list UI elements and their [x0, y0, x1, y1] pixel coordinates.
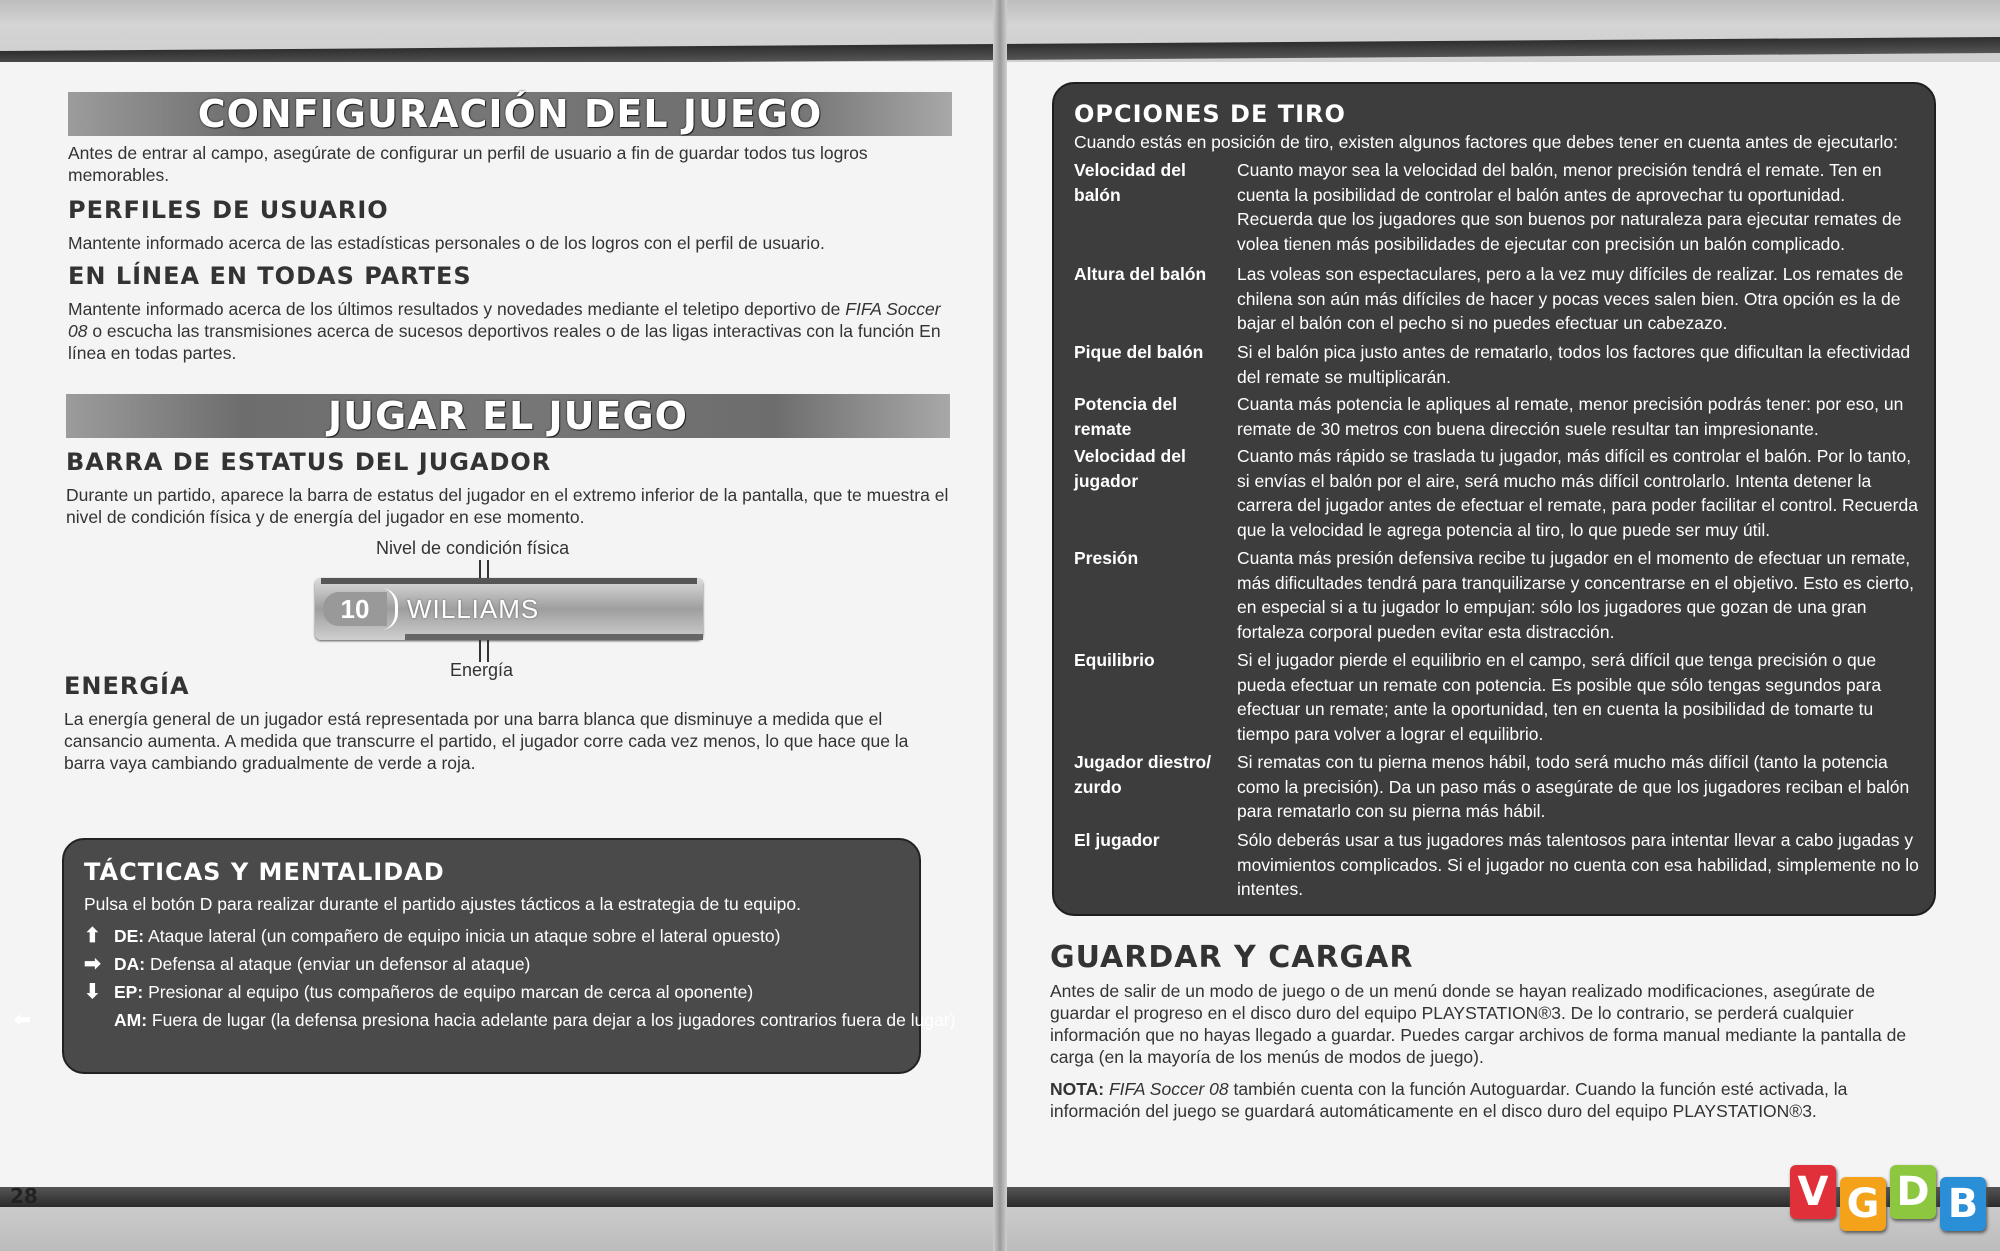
vgdb-logo [1790, 1165, 1990, 1235]
shot-factor-desc: Cuanto mayor sea la velocidad del balón, menor precisión tendrá el remate. Ten en cuenta la posibilidad de controlar el balón antes de aprovechar tu oportunidad. Recuerda que los jugadores que son buenos por naturaleza para ejecutar remates de volea tienen más posibilidades de ejecutar con precisión un balón complicado. [1237, 160, 1902, 254]
logo-tile-d: D [1890, 1165, 1936, 1219]
heading-barra: BARRA DE ESTATUS DEL JUGADOR [66, 448, 552, 476]
nota-label: NOTA: [1050, 1079, 1105, 1099]
tactic-text: Defensa al ataque (enviar un defensor al ataque) [149, 954, 531, 974]
section-title-jugar: JUGAR EL JUEGO [328, 394, 688, 438]
shot-factor-desc: Cuanto más rápido se traslada tu jugador, más difícil es controlar el balón. Por lo tanto, si envías el balón por el aire, será mucho más difícil controlarlo. Intenta detener la carrera del jugador antes de efectuar el remate, para poder facilitar el control. Recuerda que la velocidad le agrega potencia al tiro, lo que puede ser muy útil. [1237, 446, 1918, 540]
shot-factor-desc: Si el jugador pierde el equilibrio en el campo, será difícil que tenga precisión o que pueda efectuar un remate con potencia. Es posible que sólo tengas segundos para efectuar un remate; ante la oportunidad, ten en cuenta la posibilidad de tomarte tu tiempo para volver a lograr el equilibrio. [1237, 650, 1882, 744]
section-title-configuracion: CONFIGURACIÓN DEL JUEGO [197, 92, 823, 136]
shot-factor-label: Equilibrio [1074, 650, 1155, 670]
energy-strip [405, 634, 703, 640]
tick-bottom [479, 640, 489, 662]
perfiles-text: Mantente informado acerca de las estadísticas personales o de los logros con el perfil de usuario. [68, 233, 825, 253]
player-name: WILLIAMS [407, 594, 540, 624]
energia-text: La energía general de un jugador está representada por una barra blanca que disminuye a medida que el cansancio aumenta. A medida que transcurre el partido, el jugador corre cada vez menos, lo que hace que la barra vaya cambiando gradualmente de verde a roja. [64, 709, 909, 773]
barra-text: Durante un partido, aparece la barra de estatus del jugador en el extremo inferior de la pantalla, que te muestra el nivel de condición física y de energía del jugador en ese momento. [66, 485, 949, 527]
shot-factor-desc: Las voleas son espectaculares, pero a la vez muy difíciles de realizar. Los remates de chilena son aún más difíciles de hacer y pocas veces salen bien. Otra opción es la de bajar el balón con el pecho si no puedes efectuar un cabezazo. [1237, 264, 1904, 333]
shot-factor-label: Jugador diestro/ zurdo [1074, 752, 1212, 797]
shot-factor-desc: Cuanta más presión defensiva recibe tu jugador en el momento de efectuar un remate, más dificultades tendrá para tranquilizarse y concentrarse en el objetivo. Esto es cierto, en especial si a tu jugador lo empujan: sólo los jugadores que gozan de una gran fortaleza corporal pueden evitar esta distracción. [1237, 548, 1915, 642]
player-status-bar [315, 578, 703, 640]
tactic-text: Fuera de lugar (la defensa presiona hacia adelante para dejar a los jugadores contrarios fuera de lugar) [151, 1010, 956, 1030]
tactic-text: Presionar al equipo (tus compañeros de equipo marcan de cerca al oponente) [148, 982, 754, 1002]
tactic-key: EP: [114, 982, 144, 1002]
tacticas-intro: Pulsa el botón D para realizar durante el partido ajustes tácticos a la estrategia de tu equipo. [84, 894, 801, 914]
player-separator [381, 588, 398, 630]
en-linea-game-title: FIFA Soccer 08 [68, 299, 941, 341]
tactic-item [14, 1009, 964, 1031]
shot-factor-desc: Cuanta más potencia le apliques al remate, menor precisión podrás tener: por eso, un remate de 30 metros con buena dirección suele resultar tan impresionante. [1237, 394, 1904, 439]
guardar-text: Antes de salir de un modo de juego o de un menú donde se hayan realizado modificaciones, asegúrate de guardar el progreso en el disco duro del equipo PLAYSTATION®3. De lo contrario, se perderá cualquier información que no hayas llegado a guardar. Puedes cargar archivos de forma manual mediante la pantalla de carga (en la mayoría de los menús de modos de juego). [1050, 981, 1907, 1067]
label-energia: Energía [450, 660, 514, 680]
en-linea-text [68, 298, 958, 364]
guardar-nota [1050, 1078, 1900, 1122]
logo-tile-v: V [1790, 1165, 1836, 1219]
book-gutter [993, 0, 1007, 1251]
arrow-down-icon: ⬇ [84, 981, 101, 1003]
page-number: 28 [10, 1184, 38, 1208]
tactic-text: Ataque lateral (un compañero de equipo inicia un ataque sobre el lateral opuesto) [148, 926, 781, 946]
arrow-up-icon: ⬆ [84, 925, 101, 947]
fitness-strip [321, 578, 697, 584]
shot-factor-label: Presión [1074, 548, 1139, 568]
nota-text: también cuenta con la función Autoguardar. Cuando la función esté activada, la información del juego se guardará automáticamente en el disco duro del equipo PLAYSTATION®3. [1050, 1079, 1848, 1121]
opciones-title: OPCIONES DE TIRO [1074, 100, 1346, 128]
tactic-item [84, 926, 894, 947]
shot-factor-label: Velocidad del balón [1074, 160, 1186, 205]
tacticas-box [14, 838, 956, 1074]
arrow-left-icon: ⬅ [14, 1009, 31, 1031]
shot-factor-desc: Sólo deberás usar a tus jugadores más talentosos para intentar llevar a cabo jugadas y movimientos complicados. Si el jugador no cuenta con esa habilidad, simplemente no lo intentes. [1237, 830, 1919, 899]
heading-perfiles: PERFILES DE USUARIO [68, 196, 389, 224]
tactic-key: DA: [114, 954, 146, 974]
section-banner-configuracion [68, 92, 952, 136]
tacticas-title: TÁCTICAS Y MENTALIDAD [84, 858, 445, 886]
configuracion-intro: Antes de entrar al campo, asegúrate de configurar un perfil de usuario a fin de guardar todos tus logros memorables. [68, 143, 868, 185]
heading-en-linea: EN LÍNEA EN TODAS PARTES [68, 262, 472, 290]
shot-factor-label: Potencia del remate [1074, 394, 1178, 439]
arrow-right-icon: ➡ [84, 953, 101, 975]
logo-tile-g: G [1840, 1177, 1886, 1231]
tactic-key: DE: [114, 926, 145, 946]
heading-guardar: GUARDAR Y CARGAR [1050, 940, 1414, 975]
tactic-item [84, 954, 894, 975]
logo-tile-b: B [1940, 1177, 1986, 1231]
nota-game-title: FIFA Soccer 08 [1108, 1079, 1229, 1099]
shot-factor-desc: Si el balón pica justo antes de rematarlo, todos los factores que dificultan la efectividad del remate se multiplicarán. [1237, 342, 1911, 387]
shot-factor-label: El jugador [1074, 830, 1160, 850]
section-banner-jugar [66, 394, 950, 438]
shot-factor-label: Velocidad del jugador [1074, 446, 1186, 491]
shot-factor-desc: Si rematas con tu pierna menos hábil, todo será mucho más difícil (tanto la potencia como la precisión). Da un paso más o asegúrate de que los jugadores reciban el balón para rematarlo con su pierna más hábil. [1237, 752, 1910, 821]
en-linea-text-b: o escucha las transmisiones acerca de sucesos deportivos reales o de las ligas interactivas con la función En línea en todas partes. [68, 321, 941, 363]
heading-energia: ENERGÍA [64, 672, 190, 700]
opciones-intro: Cuando estás en posición de tiro, existen algunos factores que debes tener en cuenta antes de ejecutarlo: [1074, 132, 1899, 152]
shot-factor-label: Altura del balón [1074, 264, 1207, 284]
tactic-item [84, 982, 894, 1003]
tactic-key: AM: [114, 1010, 148, 1030]
shot-factor-label: Pique del balón [1074, 342, 1204, 362]
label-condicion-fisica: Nivel de condición física [376, 538, 570, 558]
player-number: 10 [323, 592, 387, 626]
opciones-de-tiro-box [1052, 82, 1936, 916]
en-linea-text-a: Mantente informado acerca de los últimos resultados y novedades mediante el teletipo deportivo de [68, 299, 846, 319]
